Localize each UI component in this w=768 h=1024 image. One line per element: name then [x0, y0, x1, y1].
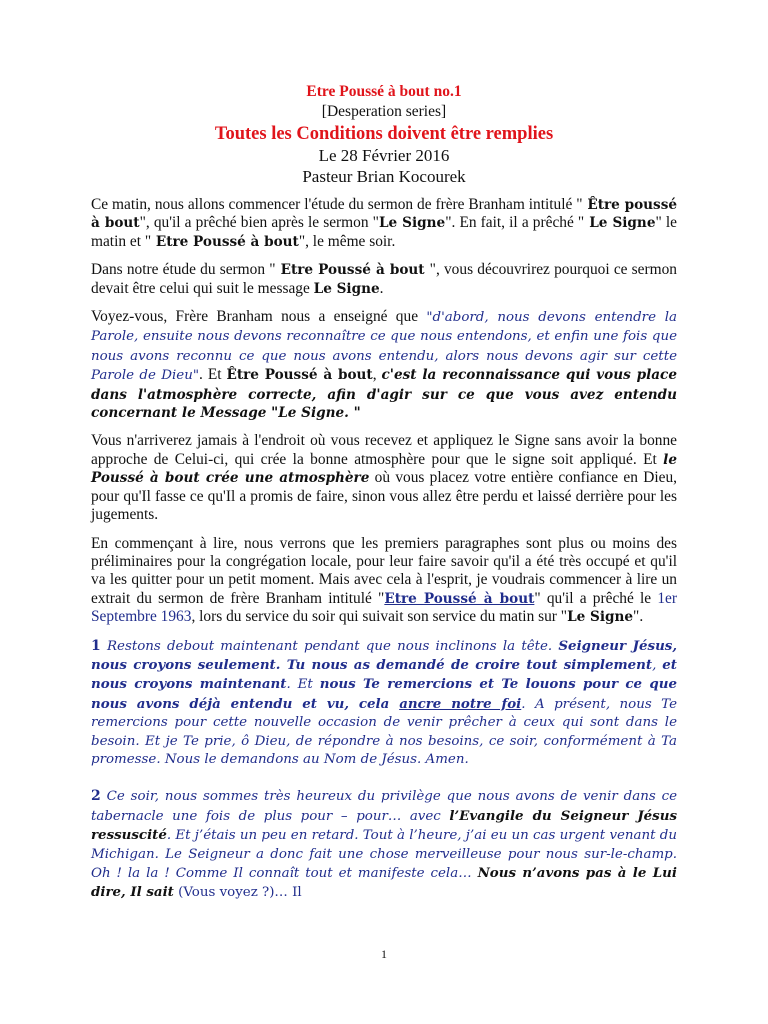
paragraph-reading	[91, 535, 677, 627]
quote-emphasis: l’Evangile du Seigneur Jésus ressuscité	[91, 807, 677, 844]
sermon-reference: Être Poussé à bout	[226, 367, 373, 384]
text-run: Vous n'arriverez jamais à l'endroit où vous recevez et appliquez le Signe sans avoir la bonne approche de Celui-ci, qui crée la bonne atmosphère pour que le signe soit appliqué. Et	[91, 432, 677, 468]
text-run: , lors du service du soir qui suivait son service du matin sur "	[191, 608, 568, 626]
text-run: ", le même soir.	[298, 232, 396, 250]
text-run: " le matin et "	[91, 214, 677, 250]
emphasis-run: le Poussé à bout crée une atmosphère	[91, 451, 677, 487]
quote-run: (Vous voyez ?)… Il	[173, 885, 302, 901]
sermon-date: Le 28 Février 2016	[318, 146, 450, 165]
text-run: Dans notre étude du sermon "	[91, 261, 276, 279]
quote-run: Restons debout maintenant pendant que nous inclinons la tête.	[100, 638, 559, 654]
sermon-reference: Le Signe	[584, 215, 656, 232]
text-run: Voyez-vous, Frère Branham nous a enseigné que	[91, 308, 427, 326]
sermon-link: Etre Poussé à bout	[384, 590, 535, 607]
sermon-reference: Le Signe	[567, 609, 634, 626]
paragraph-teaching	[91, 308, 677, 422]
text-run: " qu'il a prêché le	[534, 589, 658, 607]
quote-paragraph-1	[91, 637, 677, 770]
quote-emphasis: Nous n’avons pas à le Lui dire, Il sait	[91, 865, 677, 901]
quote-run: . Et	[286, 677, 320, 693]
quote-emphasis: et nous croyons maintenant	[91, 656, 677, 693]
text-run: .	[379, 279, 384, 297]
sermon-reference: Être poussé à bout	[91, 197, 677, 232]
quote-run: Ce soir, nous sommes très heureux du privilège que nous avons de venir dans ce tabernacle une fois de plus pour – pour… avec	[91, 789, 677, 824]
spacer	[91, 779, 677, 787]
sermon-title: Etre Poussé à bout no.1	[306, 83, 462, 100]
sermon-author: Pasteur Brian Kocourek	[302, 167, 466, 186]
quote-emphasis: Seigneur Jésus, nous croyons seulement. Tu nous as demandé de croire tout simplement	[91, 637, 678, 673]
text-run: Ce matin, nous allons commencer l'étude du sermon de frère Branham intitulé "	[91, 196, 583, 213]
emphasis-run: c'est la reconnaissance qui vous place dans l'atmosphère correcte, afin d'agir sur ce que vous avez entendu concernant le Message "Le Signe. "	[91, 367, 677, 422]
quote-emphasis-underlined: ancre notre foi	[399, 695, 522, 712]
sermon-reference: Le Signe	[378, 215, 446, 232]
document-body	[91, 196, 677, 913]
sermon-reference: Etre Poussé à bout	[151, 233, 299, 250]
sermon-reference: Etre Poussé à bout	[275, 262, 430, 279]
text-run: ", vous découvrirez pourquoi ce sermon devait être celui qui suit le message	[91, 261, 677, 297]
text-run: ". En fait, il a prêché "	[445, 214, 585, 232]
sermon-reference: Le Signe	[313, 280, 380, 297]
quote-run: . A présent, nous Te remercions pour cette nouvelle occasion de venir prêcher à ceux qui sont dans le besoin. Et je Te prie, ô Dieu, de répondre à nos besoins, ce soir, conformément à Ta promesse. Nous le demandons au Nom de Jésus. Amen.	[91, 696, 677, 767]
paragraph-atmosphere	[91, 432, 677, 524]
text-run: . Et	[199, 366, 227, 384]
text-run: En commençant à lire, nous verrons que les premiers paragraphes sont plus ou moins des préliminaires pour la congrégation locale, pour leur faire savoir qu'il a été très occupé et qu'il va les quitter pour un petit moment. Mais avec cela à l'esprit, je voudrais commencer à lire un extrait du sermon de frère Branham intitulé "	[91, 534, 677, 607]
quote-run: . Et j’étais un peu en retard. Tout à l’heure, j’ai eu un cas urgent venant du Michigan. Le Seigneur a donc fait une chose merveilleuse pour nous sur-le-champ. Oh ! la la ! Comme Il connaît tout et manifeste cela…	[91, 828, 677, 881]
sermon-subtitle: Toutes les Conditions doivent être remplies	[214, 124, 554, 144]
text-run: ".	[633, 608, 644, 626]
text-run: ", qu'il a prêché bien après le sermon "	[139, 214, 379, 232]
quote-paragraph-2	[91, 787, 677, 902]
quote-run: ,	[652, 657, 663, 673]
sermon-date-reference: 1er Septembre 1963	[91, 589, 677, 626]
text-run: ,	[372, 366, 382, 384]
paragraph-study	[91, 261, 677, 298]
paragraph-number: 1	[91, 637, 101, 654]
paragraph-number: 2	[91, 788, 101, 805]
document-header	[0, 82, 768, 187]
page-number: 1	[381, 947, 387, 961]
text-run: où vous placez votre entière confiance en Dieu, pour qu'Il fasse ce qu'Il a promis de faire, sinon vous allez être perdu et laissé derrière pour les jugements.	[91, 469, 677, 524]
quote-emphasis: nous Te remercions et Te louons pour ce que nous avons déjà entendu et vu, cela	[91, 676, 677, 712]
paragraph-intro	[91, 196, 677, 251]
quote-run: "d'abord, nous devons entendre la Parole, ensuite nous devons reconnaître ce que nous entendons, et enfin une fois que nous avons reconnu ce que nous avons entendu, alors nous devons agir sur cette Parole de Dieu"	[91, 310, 677, 384]
series-label: [Desperation series]	[321, 103, 447, 120]
